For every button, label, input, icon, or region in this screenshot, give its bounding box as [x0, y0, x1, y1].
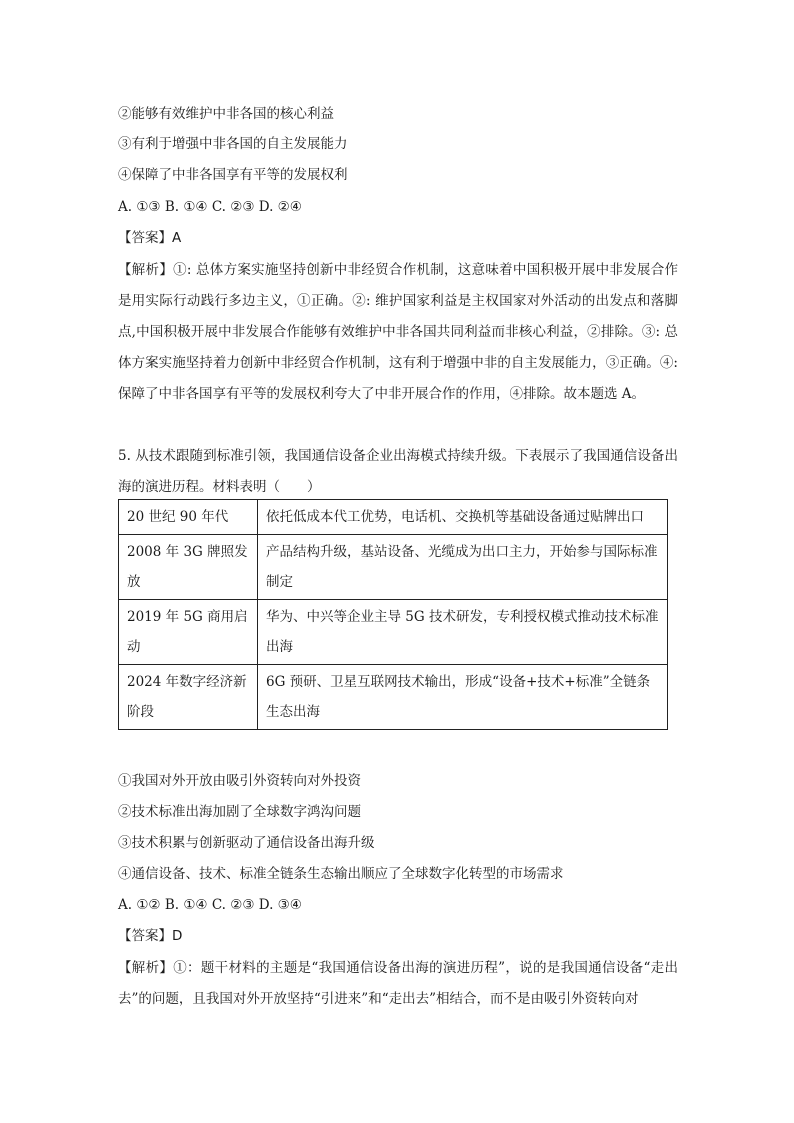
q5-option-3: ③技术积累与创新驱动了通信设备出海升级 [118, 835, 375, 851]
table-cell-desc: 依托低成本代工优势，电话机、交换机等基础设备通过贴牌出口 [258, 500, 668, 535]
table-cell-period: 2008 年 3G 牌照发放 [119, 535, 258, 600]
q5-stem: 5. 从技术跟随到标准引领，我国通信设备企业出海模式持续升级。下表展示了我国通信设备出海的演进历程。材料表明（ ） [118, 448, 678, 495]
evolution-table [118, 499, 668, 730]
table-cell-desc: 6G 预研、卫星互联网技术输出，形成“设备+技术+标准”全链条生态出海 [258, 665, 668, 730]
q4-choices: A. ①③ B. ①④ C. ②③ D. ②④ [118, 199, 302, 215]
q5-option-2: ②技术标准出海加剧了全球数字鸿沟问题 [118, 804, 361, 820]
table-cell-period: 20 世纪 90 年代 [119, 500, 258, 535]
q4-answer: 【答案】A [118, 230, 182, 246]
table-cell-period: 2024 年数字经济新阶段 [119, 665, 258, 730]
table-cell-desc: 华为、中兴等企业主导 5G 技术研发，专利授权模式推动技术标准出海 [258, 600, 668, 665]
table-row [119, 600, 668, 665]
table-cell-desc: 产品结构升级，基站设备、光缆成为出口主力，开始参与国际标准制定 [258, 535, 668, 600]
q5-analysis: 【解析】①：题干材料的主题是“我国通信设备出海的演进历程”，说的是我国通信设备“走出去”的问题，且我国对外开放坚持“引进来”和“走出去”相结合，而不是由吸引外资转向对 [118, 960, 678, 1007]
table-cell-period: 2019 年 5G 商用启动 [119, 600, 258, 665]
q4-option-4: ④保障了中非各国享有平等的发展权利 [118, 167, 348, 183]
table-row [119, 500, 668, 535]
q5-choices: A. ①② B. ①④ C. ②③ D. ③④ [118, 897, 302, 913]
q5-option-4: ④通信设备、技术、标准全链条生态输出顺应了全球数字化转型的市场需求 [118, 866, 564, 882]
q4-analysis: 【解析】①: 总体方案实施坚持创新中非经贸合作机制，这意味着中国积极开展中非发展合作是用实际行动践行多边主义，①正确。②: 维护国家利益是主权国家对外活动的出发点和落脚点,中国积极开展中非发展合作能够有效维护中非各国共同利益而非核心利益，②排除。③: 总体方案实施坚持着力创新中非经贸合作机制，这有利于增强中非的自主发展能力，③正确。④: 保障了中非各国享有平等的发展权利夸大了中非开展合作的作用，④排除。故本题选 A。 [118, 262, 678, 402]
q5-option-1: ①我国对外开放由吸引外资转向对外投资 [118, 773, 361, 789]
table-row [119, 535, 668, 600]
table-row [119, 665, 668, 730]
q4-option-2: ②能够有效维护中非各国的核心利益 [118, 106, 334, 122]
q5-answer: 【答案】D [118, 928, 183, 944]
q4-option-3: ③有利于增强中非各国的自主发展能力 [118, 136, 348, 152]
